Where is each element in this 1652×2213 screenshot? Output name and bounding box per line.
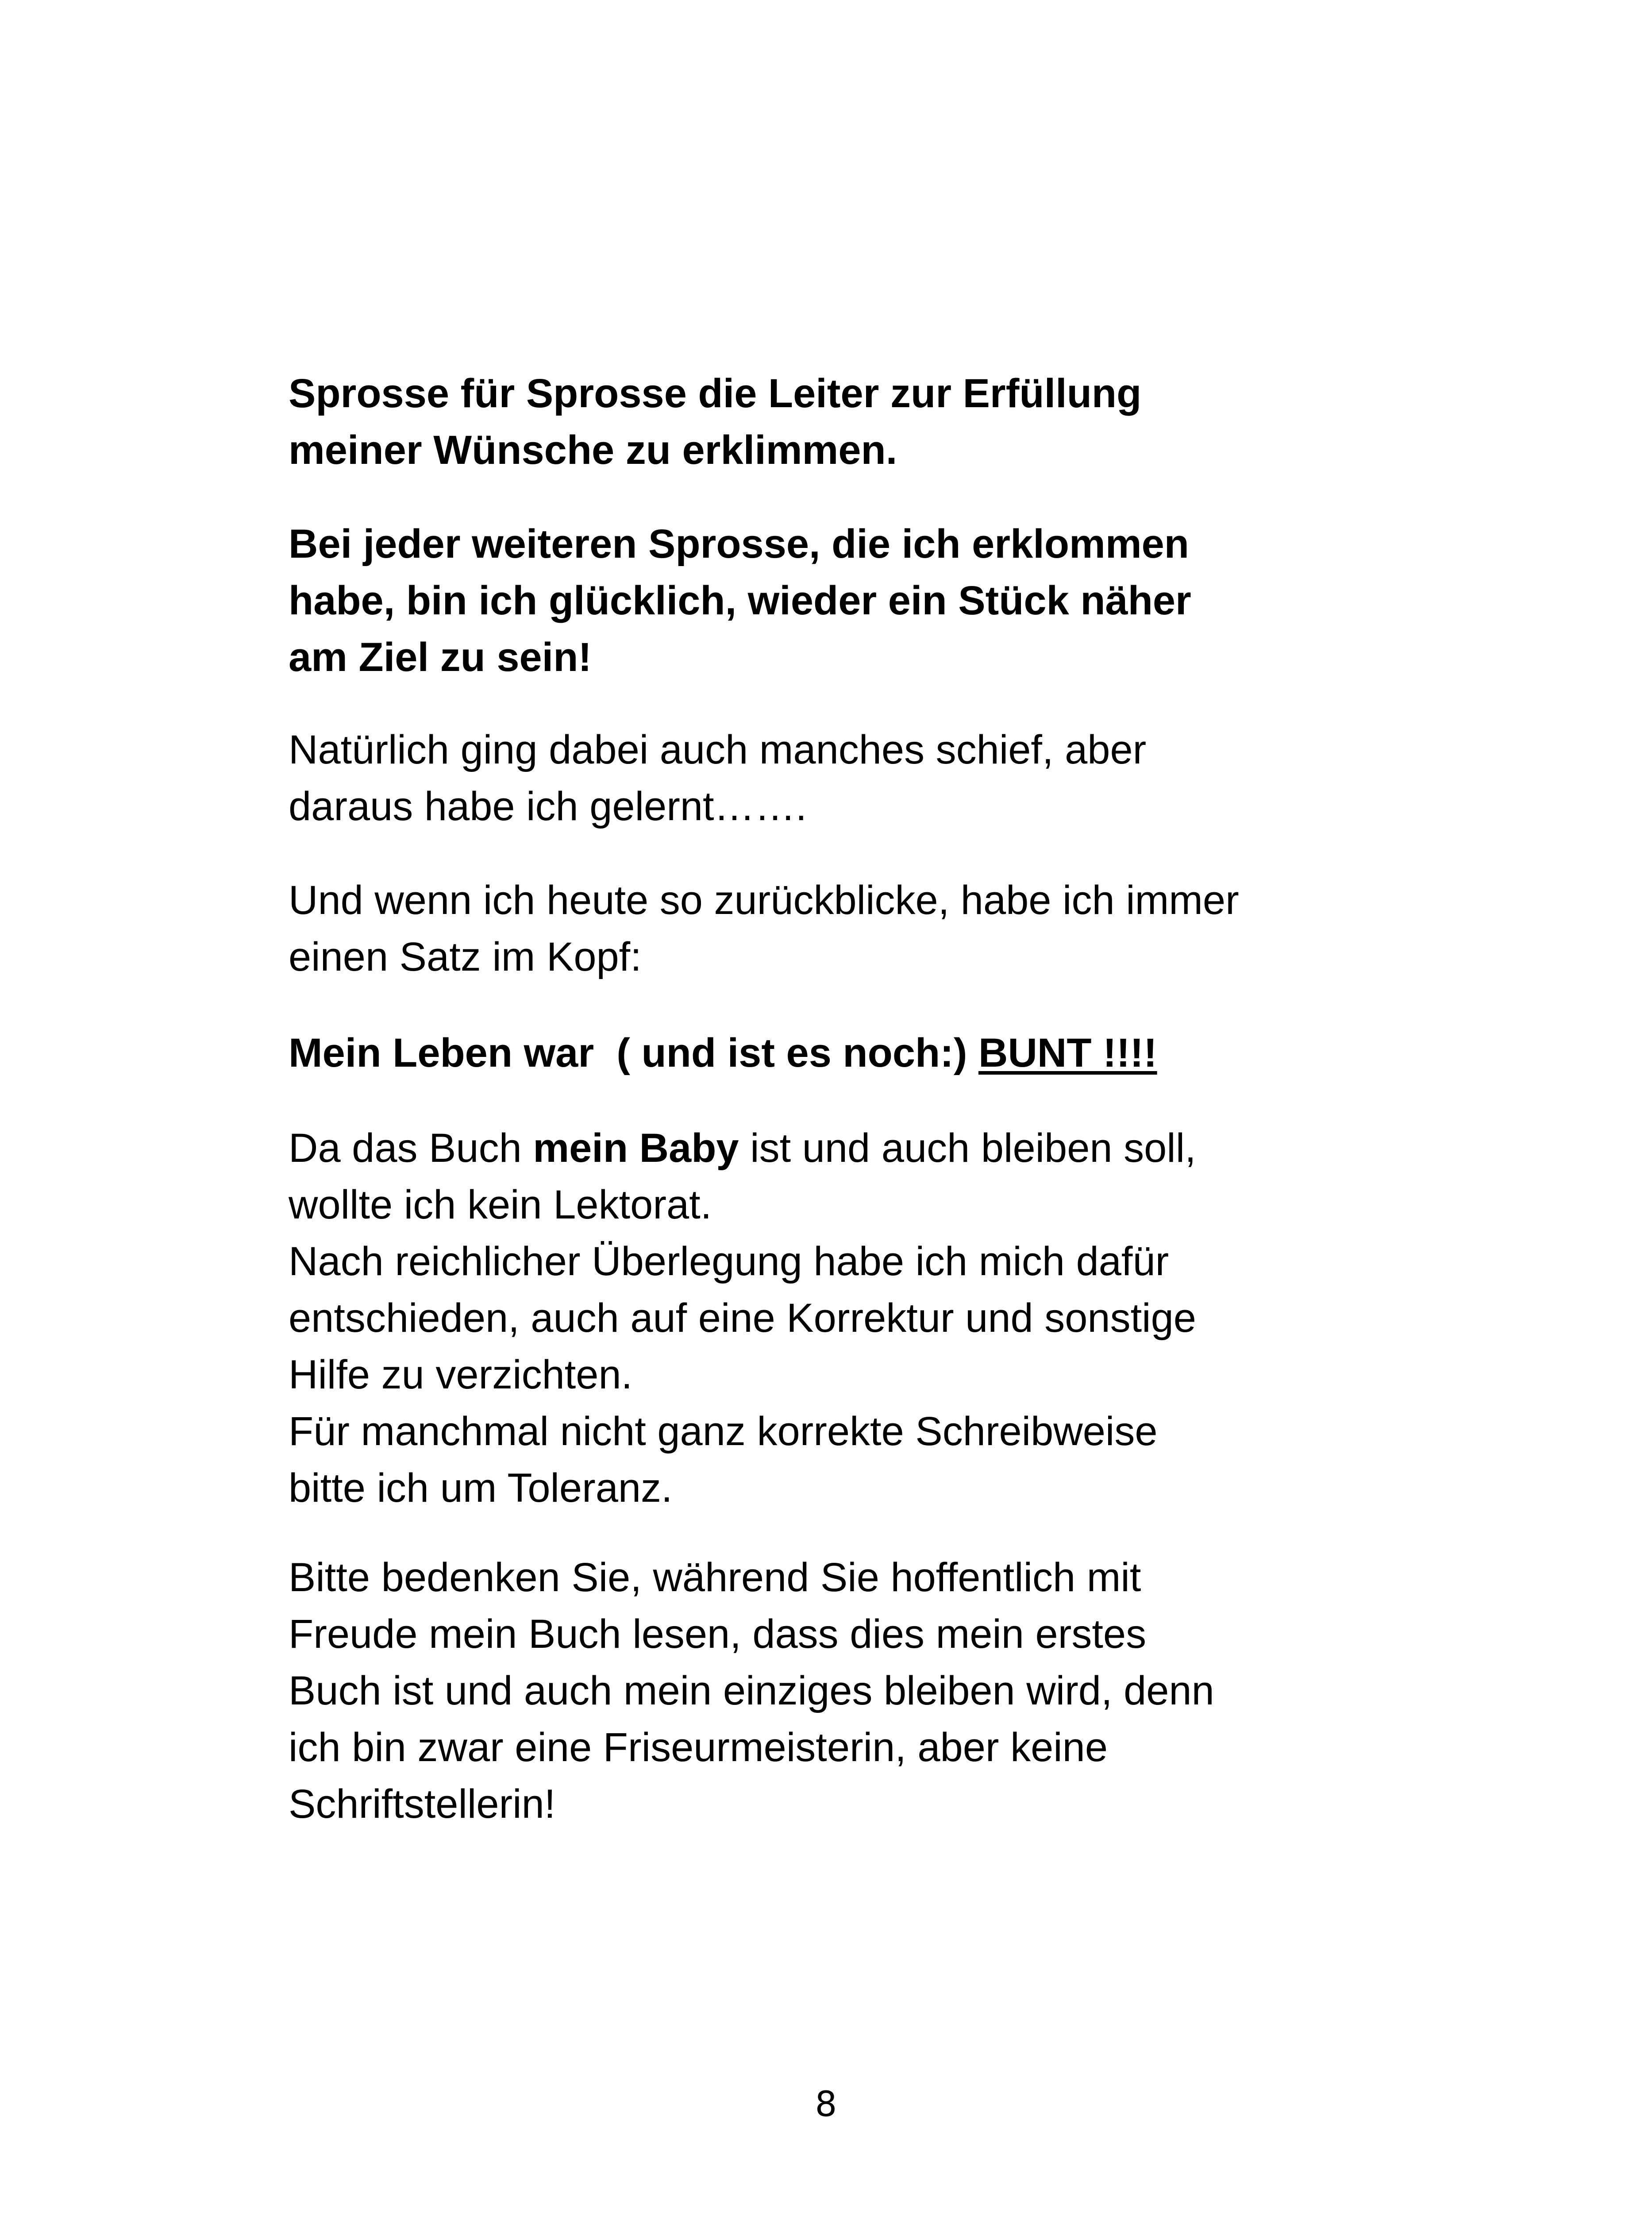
- paragraph-motto: [289, 1025, 1483, 1081]
- page-number: 8: [815, 2085, 837, 2124]
- paragraph-looking-back: [289, 872, 1483, 985]
- paragraph-each-rung: [289, 516, 1483, 686]
- paragraph-please-consider: [289, 1549, 1483, 1832]
- text-line: Bitte bedenken Sie, während Sie hoffentlich mit: [289, 1555, 1141, 1600]
- text-line: wollte ich kein Lektorat.: [289, 1182, 712, 1227]
- text-line: Nach reichlicher Überlegung habe ich mich dafür: [289, 1239, 1169, 1284]
- text-line: daraus habe ich gelernt…….: [289, 784, 807, 829]
- bold-phrase: mein Baby: [533, 1126, 739, 1171]
- text-line: Und wenn ich heute so zurückblicke, habe ich immer: [289, 878, 1239, 923]
- text-line: bitte ich um Toleranz.: [289, 1465, 673, 1511]
- text-line: habe, bin ich glücklich, wieder ein Stück näher: [289, 578, 1191, 623]
- text-run: Da das Buch: [289, 1126, 533, 1171]
- text-line: Für manchmal nicht ganz korrekte Schreibweise: [289, 1409, 1158, 1454]
- paragraph-my-baby: [289, 1120, 1483, 1516]
- text-line: Bei jeder weiteren Sprosse, die ich erklommen: [289, 521, 1190, 567]
- paragraph-lessons: [289, 721, 1483, 835]
- text-line: entschieden, auch auf eine Korrektur und sonstige: [289, 1295, 1196, 1341]
- text-line: Sprosse für Sprosse die Leiter zur Erfüllung: [289, 371, 1142, 416]
- text-line: Natürlich ging dabei auch manches schief, aber: [289, 727, 1147, 772]
- text-line: ich bin zwar eine Friseurmeisterin, aber keine: [289, 1725, 1108, 1770]
- text-line: Buch ist und auch mein einziges bleiben wird, denn: [289, 1668, 1214, 1713]
- text-line: [289, 1120, 1483, 1176]
- text-line: Freude mein Buch lesen, dass dies mein erstes: [289, 1612, 1147, 1657]
- motto-text: Mein Leben war ( und ist es noch:): [289, 1030, 979, 1076]
- text-line: einen Satz im Kopf:: [289, 934, 642, 979]
- text-line: am Ziel zu sein!: [289, 635, 592, 680]
- motto-emphasis: BUNT !!!!: [978, 1030, 1157, 1076]
- text-line: Schriftstellerin!: [289, 1781, 556, 1827]
- text-run: ist und auch bleiben soll,: [739, 1126, 1196, 1171]
- paragraph-ladder: [289, 365, 1483, 478]
- motto-line: [289, 1025, 1483, 1081]
- text-line: meiner Wünsche zu erklimmen.: [289, 428, 897, 473]
- text-line: Hilfe zu verzichten.: [289, 1352, 633, 1397]
